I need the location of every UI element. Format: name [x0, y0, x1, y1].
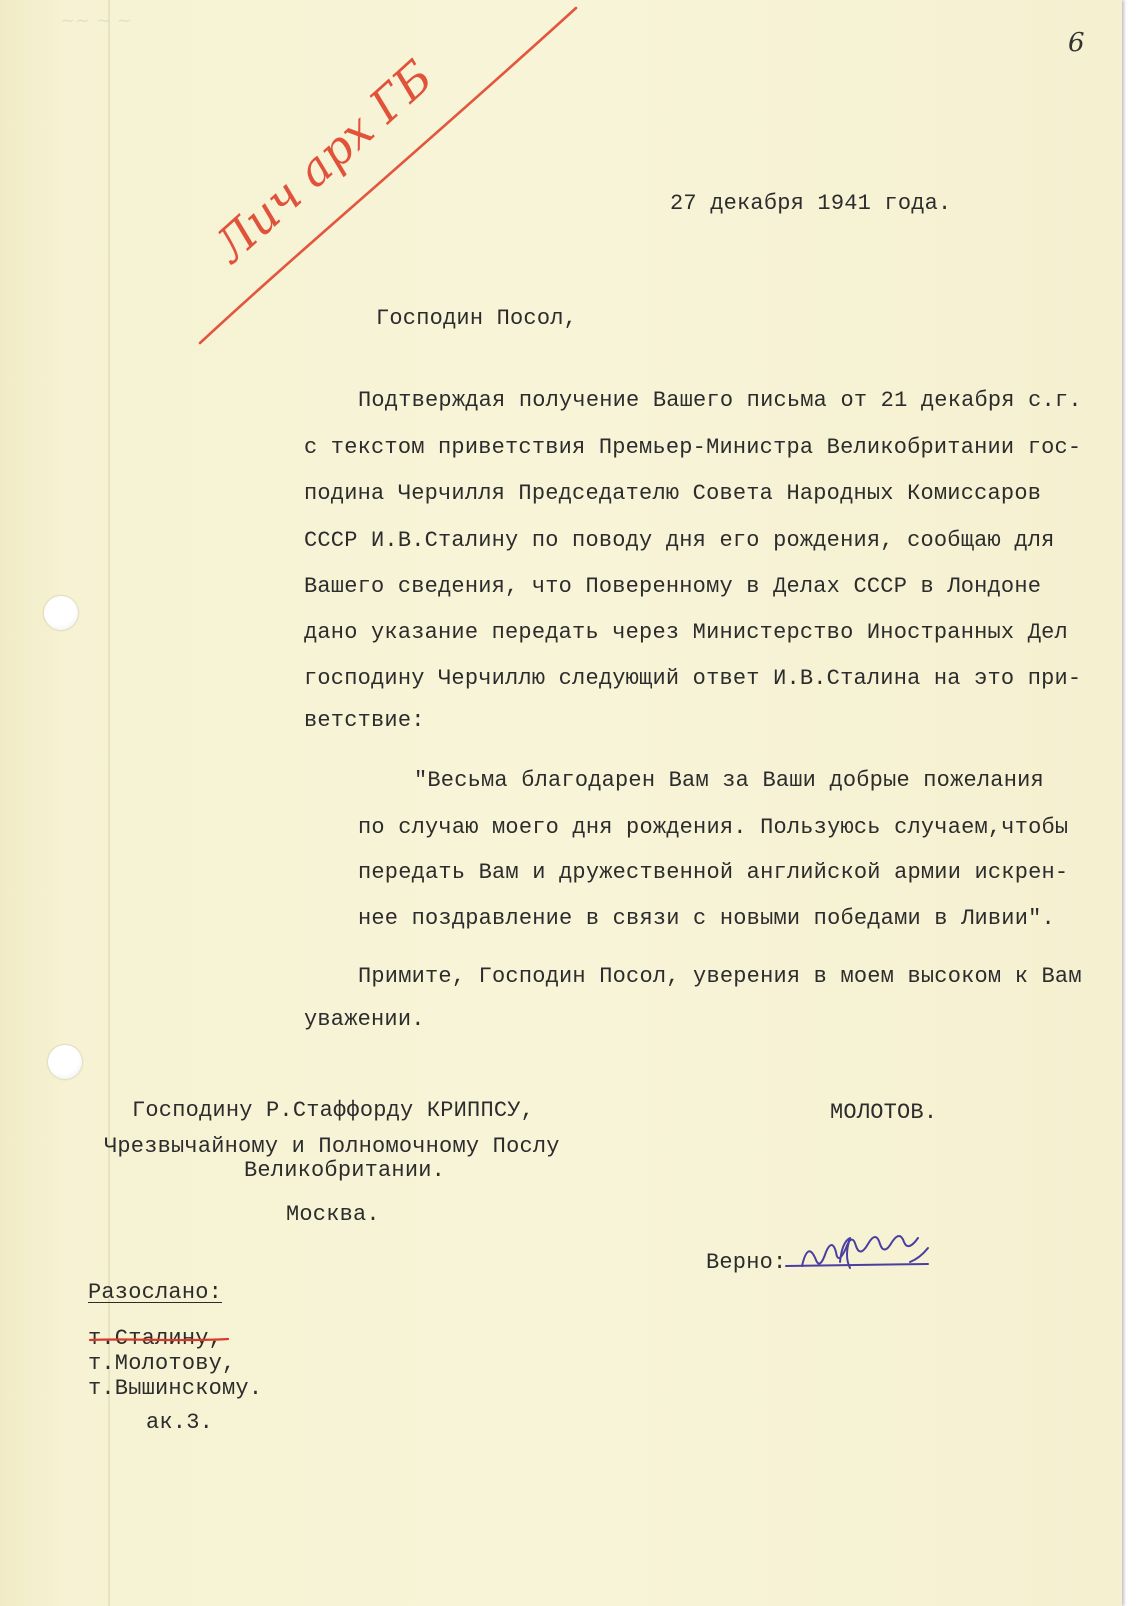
addressee-country: Великобритании. — [244, 1158, 446, 1183]
body-line: дано указание передать через Министерство Иностранных Дел — [304, 620, 1068, 645]
quote-line: "Весьма благодарен Вам за Ваши добрые пожелания — [414, 768, 1044, 793]
punch-hole-top — [44, 596, 78, 630]
body-line: Вашего сведения, что Поверенному в Делах СССР в Лондоне — [304, 574, 1042, 599]
salutation: Господин Посол, — [376, 306, 578, 331]
body-line: Подтверждая получение Вашего письма от 21 декабря с.г. — [358, 388, 1082, 413]
letter-date: 27 декабря 1941 года. — [670, 191, 952, 216]
addressee-name: Господину Р.Стаффорду КРИППСУ, — [132, 1098, 535, 1123]
copies-note: ак.3. — [146, 1410, 214, 1435]
body-line: с текстом приветствия Премьер-Министра Великобритании гос- — [304, 435, 1082, 460]
signature-name: МОЛОТОВ. — [830, 1100, 938, 1125]
addressee-city: Москва. — [286, 1202, 380, 1227]
body-line: СССР И.В.Сталину по поводу дня его рождения, сообщаю для — [304, 528, 1055, 553]
distribution-label: Разослано: — [88, 1280, 223, 1305]
distribution-recipient: т.Сталину, — [88, 1326, 223, 1351]
punch-hole-bottom — [48, 1045, 82, 1079]
closing-line: уважении. — [304, 1007, 425, 1032]
addressee-title: Чрезвычайному и Полномочному Послу — [104, 1134, 560, 1159]
body-line: ветствие: — [304, 708, 425, 733]
annotation-text: Лич арх ГБ — [203, 49, 443, 273]
body-line: подина Черчилля Председателю Совета Народных Комиссаров — [304, 481, 1042, 506]
certified-label: Верно: — [706, 1250, 787, 1275]
distribution-recipient: т.Молотову, — [88, 1351, 236, 1376]
page-number: 6 — [1068, 28, 1085, 58]
quote-line: передать Вам и дружественной английской армии искрен- — [358, 860, 1069, 885]
body-line: господину Черчиллю следующий ответ И.В.Сталина на это при- — [304, 666, 1082, 691]
distribution-recipient: т.Вышинскому. — [88, 1376, 263, 1401]
closing-line: Примите, Господин Посол, уверения в моем высоком к Вам — [358, 964, 1082, 989]
faint-bleed-marks: ~~ ~ ~ — [60, 10, 132, 31]
quote-line: по случаю моего дня рождения. Пользуюсь случаем,чтобы — [358, 815, 1069, 840]
quote-line: нее поздравление в связи с новыми победами в Ливии". — [358, 906, 1055, 931]
